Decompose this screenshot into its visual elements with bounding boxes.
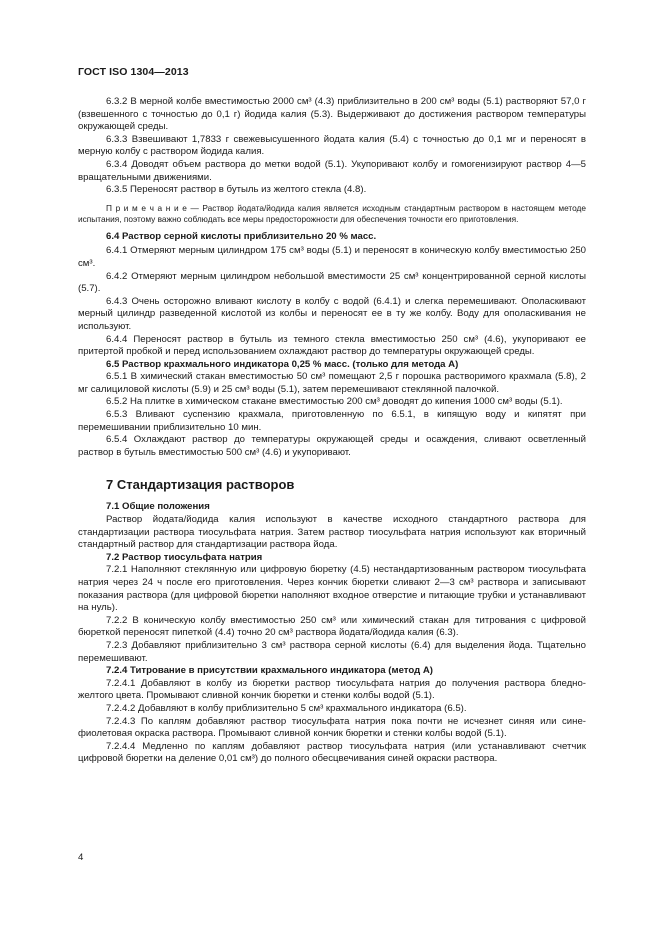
paragraph-7-1: Раствор йодата/йодида калия используют в качестве исходного стандартного раствора для стандартизации раствора тиосульфата натрия. Затем раствор тиосульфата натрия используют как вторичный стандартный раствор для стандартизации раствора йода. <box>78 514 586 551</box>
paragraph-7-2-1: 7.2.1 Наполняют стеклянную или цифровую бюретку (4.5) нестандартизованным раствором тиосульфата натрия через 24 ч после его приготовления. Через кончик бюретки сливают 2—3 см³ раствора и записывают показания раствора (для цифровой бюретки наполняют входное отверстие и питающие трубки и устанавливают на нуль). <box>78 564 586 614</box>
paragraph-6-3-3: 6.3.3 Взвешивают 1,7833 г свежевысушенного йодата калия (5.4) с точностью до 0,1 мг и переносят в мерную колбу с раствором йодида калия. <box>78 133 586 158</box>
paragraph-6-3-5: 6.3.5 Переносят раствор в бутыль из желтого стекла (4.8). <box>106 184 367 196</box>
paragraph-6-4-4: 6.4.4 Переносят раствор в бутыль из темного стекла вместимостью 250 см³ (4.6), укупоривают ее притертой пробкой и перед использованием охлаждают раствор до температуры окружающей среды. <box>78 333 586 358</box>
paragraph-6-5-3: 6.5.3 Вливают суспензию крахмала, приготовленную по 6.5.1, в кипящую воду и кипятят при перемешивании приблизительно 10 мин. <box>78 409 586 433</box>
paragraph-7-2-4-4: 7.2.4.4 Медленно по каплям добавляют раствор тиосульфата натрия (или устанавливают счетчик цифровой бюретки на деление 0,01 см³) до полного обесцвечивания синей окраски раствора. <box>78 740 586 765</box>
paragraph-7-2-3: 7.2.3 Добавляют приблизительно 3 см³ раствора серной кислоты (6.4) для выделения йода. Тщательно перемешивают. <box>78 639 586 664</box>
paragraph-7-2-4-3: 7.2.4.3 По каплям добавляют раствор тиосульфата натрия пока почти не исчезнет синяя или сине-фиолетовая окраска раствора. Промывают сливной кончик бюретки и стенки колбы водой (5.1). <box>78 715 586 740</box>
paragraph-6-3-4: 6.3.4 Доводят объем раствора до метки водой (5.1). Укупоривают колбу и гомогенизируют раствор 4—5 вращательными движениями. <box>78 158 586 183</box>
section-heading-7: 7 Стандартизация растворов <box>106 477 295 493</box>
page-number: 4 <box>78 852 84 863</box>
paragraph-6-3-2: 6.3.2 В мерной колбе вместимостью 2000 см³ (4.3) приблизительно в 200 см³ воды (5.1) растворяют 57,0 г (взвешенного с точностью до 0,1 г) йодида калия (5.3). Выдерживают до достижения раствором температуры окружающей среды. <box>78 96 586 133</box>
paragraph-6-4-2: 6.4.2 Отмеряют мерным цилиндром небольшой вместимости 25 см³ концентрированной серной кислоты (5.7). <box>78 270 586 295</box>
heading-7-2-4: 7.2.4 Титрование в присутствии крахмального индикатора (метод А) <box>106 665 433 677</box>
page-header: ГОСТ ISO 1304—2013 <box>78 66 189 78</box>
heading-7-2: 7.2 Раствор тиосульфата натрия <box>106 551 263 563</box>
paragraph-6-5-2: 6.5.2 На плитке в химическом стакане вместимостью 200 см³ доводят до кипения 1000 см³ воды (5.1). <box>106 396 563 408</box>
paragraph-7-2-2: 7.2.2 В коническую колбу вместимостью 250 см³ или химический стакан для титрования с цифровой бюреткой переносят пипеткой (4.4) точно 20 см³ раствора йодата/йодида калия (6.3). <box>78 614 586 639</box>
paragraph-6-5-4: 6.5.4 Охлаждают раствор до температуры окружающей среды и осаждения, сливают осветленный раствор в бутыль вместимостью 500 см³ (4.6) и укупоривают. <box>78 434 586 458</box>
note: П р и м е ч а н и е — Раствор йодата/йодида калия является исходным стандартным раствором в настоящем методе испытания, поэтому важно соблюдать все меры предосторожности для обеспечения точности его приготовления. <box>78 202 586 224</box>
paragraph-7-2-4-2: 7.2.4.2 Добавляют в колбу приблизительно 5 см³ крахмального индикатора (6.5). <box>106 702 467 714</box>
paragraph-6-5-1: 6.5.1 В химический стакан вместимостью 50 см³ помещают 2,5 г порошка растворимого крахмала (5.8), 2 мг салициловой кислоты (5.9) и 25 см³ воды (5.1), затем перемешивают стеклянной палочкой. <box>78 371 586 395</box>
page-content <box>78 96 586 766</box>
paragraph-6-4-1: 6.4.1 Отмеряют мерным цилиндром 175 см³ воды (5.1) и переносят в коническую колбу вместимостью 250 см³. <box>78 245 586 269</box>
heading-6-4: 6.4 Раствор серной кислоты приблизительно 20 % масс. <box>106 230 377 242</box>
heading-6-5: 6.5 Раствор крахмального индикатора 0,25 % масс. (только для метода А) <box>106 358 459 370</box>
paragraph-6-4-3: 6.4.3 Очень осторожно вливают кислоту в колбу с водой (6.4.1) и слегка перемешивают. Ополаскивают мерный цилиндр разведенной кислотой из колбы и переносят ее в ту же колбу. Воду для ополаскивания не используют. <box>78 295 586 332</box>
paragraph-7-2-4-1: 7.2.4.1 Добавляют в колбу из бюретки раствор тиосульфата натрия до получения раствора бледно-желтого цвета. Промывают сливной кончик бюретки и стенки колбы водой (5.1). <box>78 677 586 702</box>
heading-7-1: 7.1 Общие положения <box>106 501 210 513</box>
